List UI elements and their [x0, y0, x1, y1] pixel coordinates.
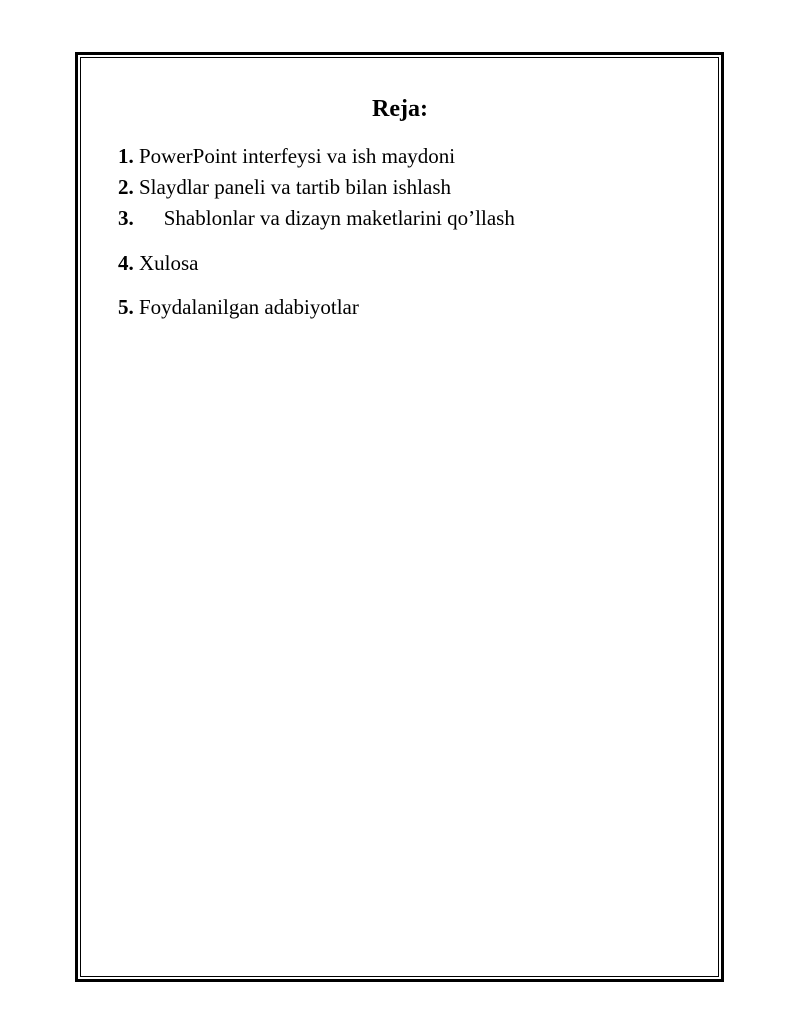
- plan-item-number: 4.: [118, 251, 134, 275]
- plan-item-number: 1.: [118, 144, 134, 168]
- plan-item-4: [118, 250, 199, 276]
- plan-item-2: [118, 174, 451, 200]
- plan-item-1: [118, 143, 455, 169]
- plan-item-text: Foydalanilgan adabiyotlar: [133, 295, 359, 319]
- plan-item-number: 2.: [118, 175, 134, 199]
- plan-item-3: [118, 205, 515, 231]
- plan-item-text: Xulosa: [133, 251, 199, 275]
- plan-item-number: 3.: [118, 206, 134, 230]
- plan-item-text: Slaydlar paneli va tartib bilan ishlash: [133, 175, 452, 199]
- plan-item-number: 5.: [118, 295, 134, 319]
- plan-item-text: Shablonlar va dizayn maketlarini qo’llash: [163, 206, 515, 230]
- plan-item-5: [118, 294, 359, 320]
- plan-item-text: PowerPoint interfeysi va ish maydoni: [133, 144, 456, 168]
- page-title: Reja:: [372, 96, 428, 122]
